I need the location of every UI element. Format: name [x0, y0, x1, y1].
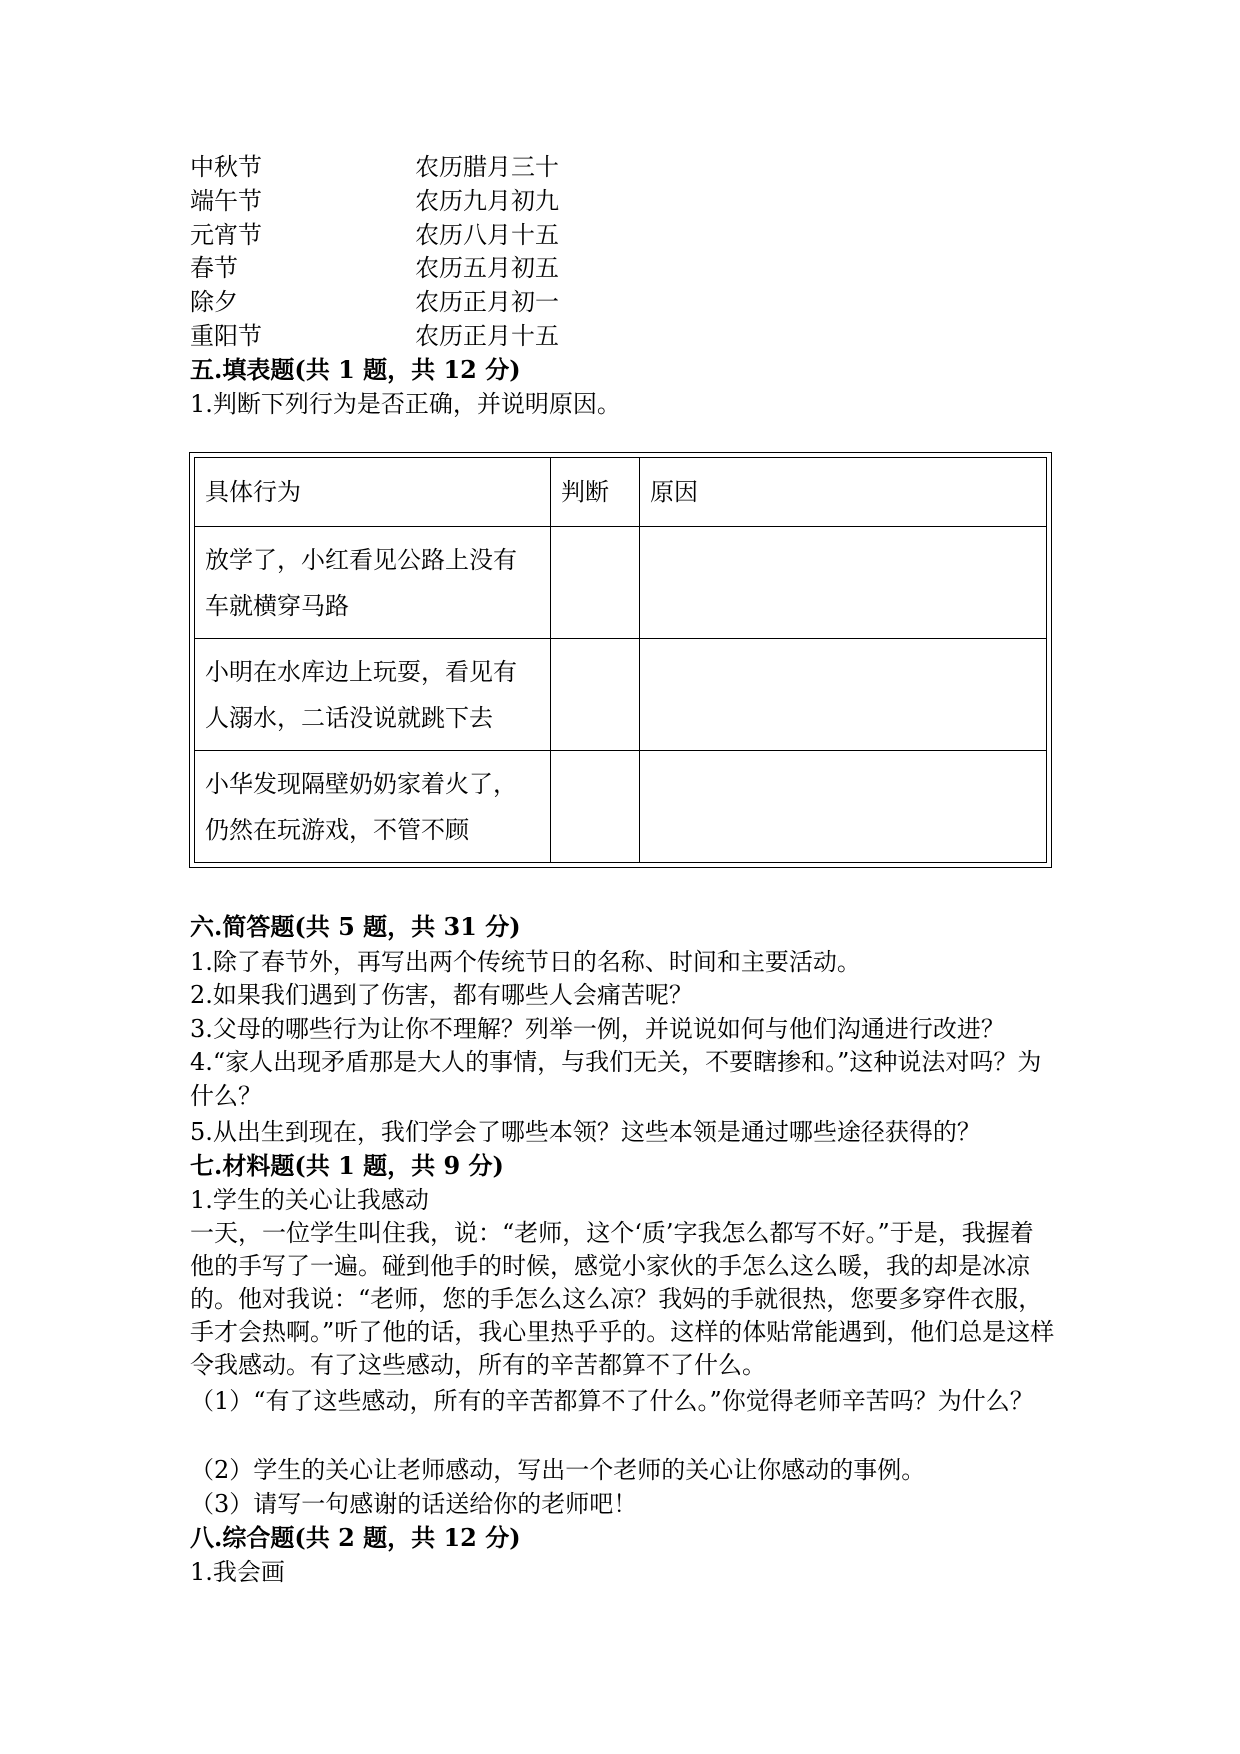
section-heading: 八.综合题(共 2 题，共 12 分): [190, 1523, 521, 1552]
question-text: 1.判断下列行为是否正确，并说明原因。: [190, 390, 621, 418]
section-heading: 五.填表题(共 1 题，共 12 分): [190, 355, 521, 384]
judgment-cell[interactable]: [551, 751, 640, 863]
question-text: 1.我会画: [190, 1558, 285, 1586]
festival-name: 元宵节: [190, 221, 262, 249]
question-text: 2.如果我们遇到了伤害，都有哪些人会痛苦呢？: [190, 981, 693, 1009]
reason-cell[interactable]: [640, 639, 1047, 751]
material-title: 1.学生的关心让我感动: [190, 1186, 429, 1214]
behavior-cell: 小明在水库边上玩耍，看见有人溺水，二话没说就跳下去: [195, 639, 551, 751]
reason-cell[interactable]: [640, 751, 1047, 863]
table-header-row: [195, 458, 1047, 527]
festival-date: 农历五月初五: [415, 254, 559, 282]
festival-date: 农历腊月三十: [415, 153, 559, 181]
festival-name: 除夕: [190, 288, 238, 316]
behavior-cell: 放学了，小红看见公路上没有车就横穿马路: [195, 527, 551, 639]
material-passage: 一天，一位学生叫住我，说：“老师，这个‘质’字我怎么都写不好。”于是，我握着他的手写了一遍。碰到他手的时候，感觉小家伙的手怎么这么暖，我的却是冰凉的。他对我说：“老师，您的手怎么这么凉？我妈的手就很热，您要多穿件衣服，手才会热啊。”听了他的话，我心里热乎乎的。这样的体贴常能遇到，他们总是这样令我感动。有了这些感动，所有的辛苦都算不了什么。: [190, 1219, 1055, 1379]
sub-question: （3）请写一句感谢的话送给你的老师吧！: [190, 1490, 638, 1518]
festival-name: 端午节: [190, 187, 262, 215]
judgment-table: [194, 457, 1047, 863]
festival-name: 重阳节: [190, 322, 262, 350]
section-heading: 六.简答题(共 5 题，共 31 分): [190, 912, 521, 941]
sub-question: （2）学生的关心让老师感动，写出一个老师的关心让你感动的事例。: [190, 1456, 926, 1484]
table-row: [195, 527, 1047, 639]
section-heading: 七.材料题(共 1 题，共 9 分): [190, 1151, 504, 1180]
judgment-cell[interactable]: [551, 639, 640, 751]
question-text: 1.除了春节外，再写出两个传统节日的名称、时间和主要活动。: [190, 948, 861, 976]
judgment-cell[interactable]: [551, 527, 640, 639]
festival-date: 农历九月初九: [415, 187, 559, 215]
table-row: [195, 639, 1047, 751]
festival-date: 农历正月初一: [415, 288, 559, 316]
festival-name: 春节: [190, 254, 238, 282]
festival-name: 中秋节: [190, 153, 262, 181]
question-text: 4.“家人出现矛盾那是大人的事情，与我们无关，不要瞎掺和。”这种说法对吗？为什么？: [190, 1048, 1042, 1110]
table-header-cell: 判断: [551, 458, 640, 527]
judgment-table-frame: [189, 452, 1052, 868]
table-header-cell: 原因: [640, 458, 1047, 527]
festival-date: 农历正月十五: [415, 322, 559, 350]
sub-question: （1）“有了这些感动，所有的辛苦都算不了什么。”你觉得老师辛苦吗？为什么？: [190, 1387, 1034, 1415]
behavior-cell: 小华发现隔壁奶奶家着火了，仍然在玩游戏，不管不顾: [195, 751, 551, 863]
reason-cell[interactable]: [640, 527, 1047, 639]
question-text: 5.从出生到现在，我们学会了哪些本领？这些本领是通过哪些途径获得的？: [190, 1118, 981, 1146]
table-row: [195, 751, 1047, 863]
festival-date: 农历八月十五: [415, 221, 559, 249]
table-header-cell: 具体行为: [195, 458, 551, 527]
question-text: 3.父母的哪些行为让你不理解？列举一例，并说说如何与他们沟通进行改进？: [190, 1015, 1005, 1043]
